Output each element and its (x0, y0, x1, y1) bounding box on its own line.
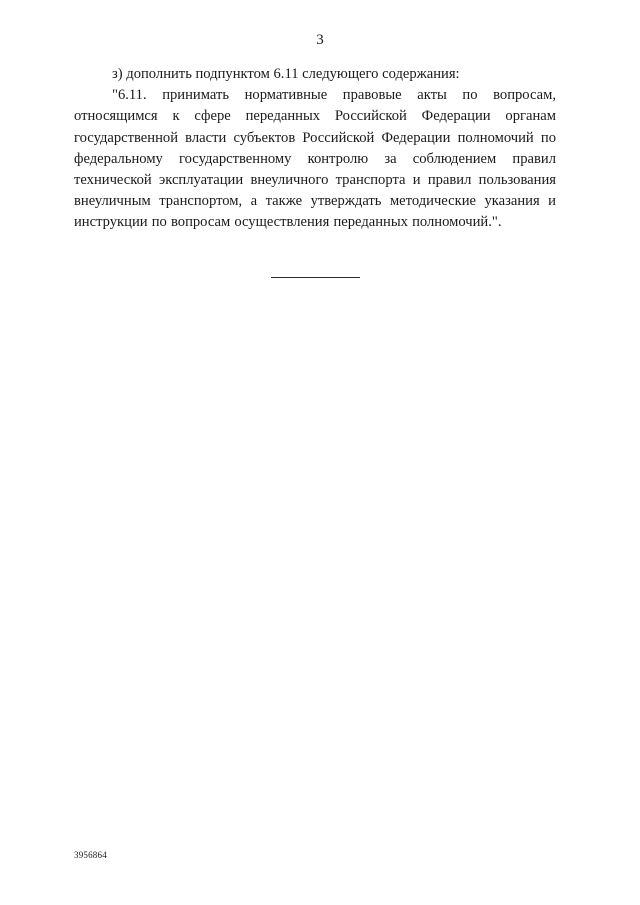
paragraph-subclause-6-11: "6.11. принимать нормативные правовые акты по вопросам, относящимся к сфере переданных Российской Федерации органам государственной власти субъектов Российской Федерации полномочий по федеральному государственному контролю за соблюдением правил технической эксплуатации внеуличного транспорта и правил пользования внеуличным транспортом, а также утверждать методические указания и инструкции по вопросам осуществления переданных полномочий.". (74, 87, 556, 231)
paragraph-amendment-intro: з) дополнить подпунктом 6.11 следующего содержания: (112, 66, 460, 82)
end-of-text-divider (271, 277, 360, 278)
document-code: 3956864 (74, 850, 107, 860)
body-text (74, 64, 556, 234)
page-number: 3 (316, 32, 324, 48)
